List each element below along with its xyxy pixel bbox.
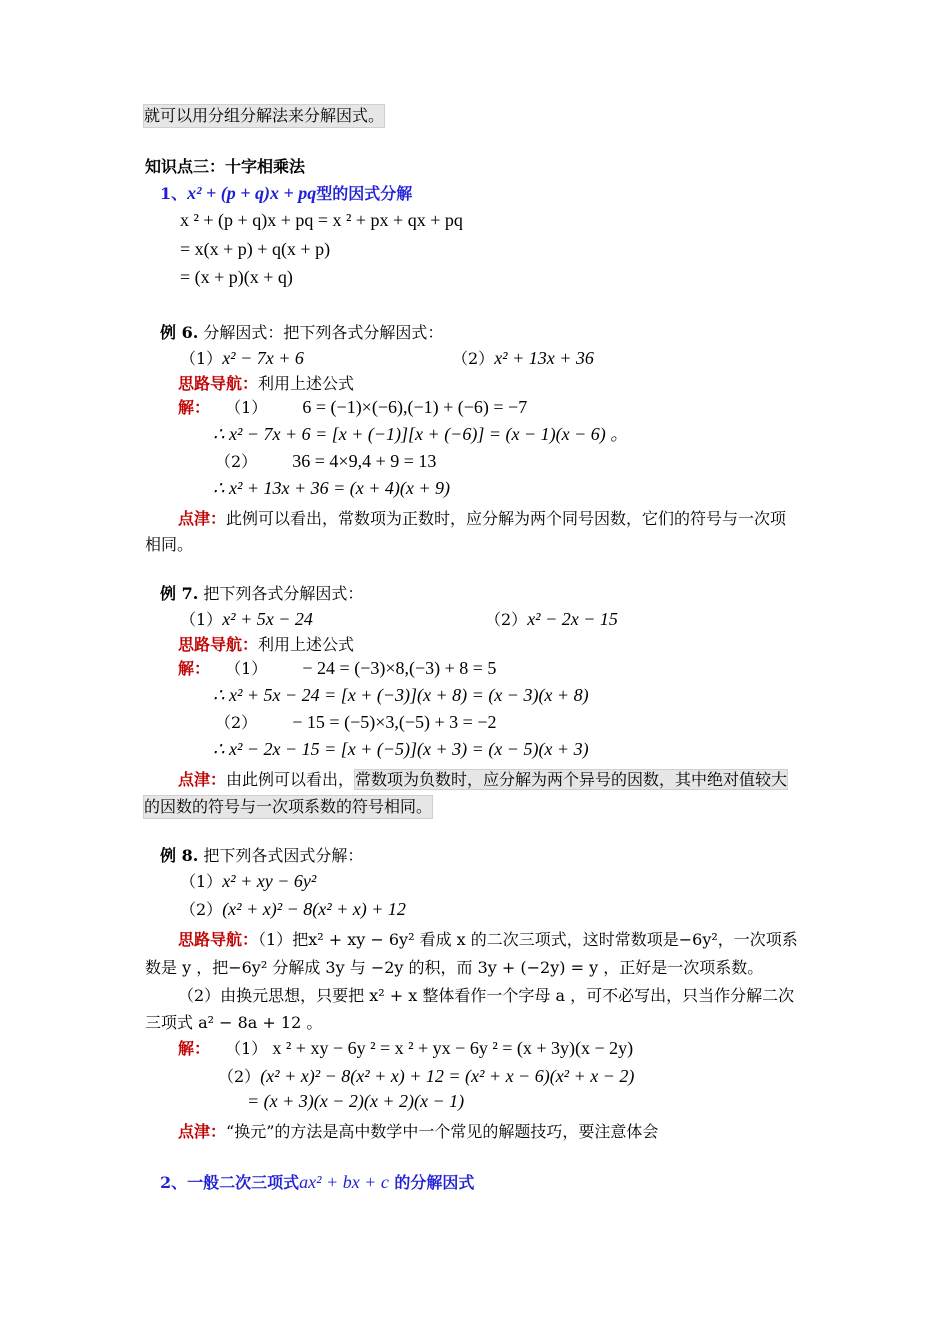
hint-label: 思路导航： [178, 374, 259, 393]
subheading-2-number: 2、 [160, 1173, 188, 1192]
example-8-solution-1 [178, 1037, 633, 1060]
solution-number: （2） [218, 1067, 261, 1086]
subheading-1-suffix: 型的因式分解 [316, 184, 413, 203]
hint-text: 利用上述公式 [258, 635, 355, 654]
example-7-solution-1b: ∴ x² + 5x − 24 = [x + (−3)](x + 8) = (x − 3)(x + 8) [213, 685, 589, 705]
question-expr: x² − 7x + 6 [222, 348, 304, 368]
example-6-solution-2b: ∴ x² + 13x + 36 = (x + 4)(x + 9) [213, 478, 451, 498]
question-number: （2） [485, 610, 528, 629]
question-number: （1） [180, 872, 223, 891]
example-7-hint [178, 634, 354, 656]
example-7-note [178, 769, 788, 791]
example-7-note-continued: 的因数的符号与一次项系数的符号相同。 [143, 795, 433, 819]
solution-expr: x ² + xy − 6y ² = x ² + yx − 6y ² = (x + 3y)(x − 2y) [272, 1038, 634, 1058]
example-8-label: 例 8. [160, 846, 199, 865]
example-6-hint [178, 373, 354, 395]
example-7-solution-2b: ∴ x² − 2x − 15 = [x + (−5)](x + 3) = (x − 5)(x + 3) [213, 739, 589, 759]
example-6-label: 例 6. [160, 323, 199, 342]
example-6-prompt: 分解因式：把下列各式分解因式： [203, 323, 444, 342]
question-expr: x² + 5x − 24 [222, 609, 313, 629]
example-8-hint [178, 929, 798, 951]
hint-label: 思路导航： [178, 930, 259, 949]
question-number: （2） [180, 900, 223, 919]
solution-expr: − 15 = (−5)×3,(−5) + 3 = −2 [292, 712, 497, 732]
derivation-line-2: = x(x + p) + q(x + p) [180, 239, 331, 259]
example-8-hint-line-2: 数是 y ，把−6y² 分解成 3y 与 −2y 的积，而 3y + (−2y) = y ，正好是一次项系数。 [145, 958, 764, 977]
derivation-line-3: = (x + p)(x + q) [180, 267, 293, 287]
example-7-question-1 [180, 608, 313, 631]
example-8-header [160, 845, 363, 867]
solution-number: （1） [225, 398, 268, 417]
subheading-2 [160, 1171, 474, 1194]
solution-number: （2） [215, 713, 258, 732]
example-8-note [178, 1121, 658, 1143]
derivation-line-1: x ² + (p + q)x + pq = x ² + px + qx + pq [180, 210, 463, 230]
solution-number: （1） [225, 1039, 268, 1058]
example-8-question-2 [180, 898, 406, 921]
example-8-hint-line-4: 三项式 a² − 8a + 12 。 [145, 1013, 323, 1032]
subheading-2-text: 一般二次三项式 [187, 1173, 300, 1192]
note-label: 点津： [178, 1122, 227, 1141]
example-6-question-2 [452, 347, 594, 370]
question-number: （1） [180, 610, 223, 629]
example-7-question-2 [485, 608, 618, 631]
note-text: 此例可以看出，常数项为正数时，应分解为两个同号因数，它们的符号与一次项 [226, 509, 787, 528]
question-number: （2） [452, 349, 495, 368]
solution-label: 解： [178, 398, 211, 417]
example-8-solution-2b: = (x + 3)(x − 2)(x + 2)(x − 1) [247, 1091, 465, 1111]
question-expr: (x² + x)² − 8(x² + x) + 12 [222, 899, 406, 919]
solution-expr: 36 = 4×9,4 + 9 = 13 [292, 451, 437, 471]
example-8-prompt: 把下列各式因式分解： [203, 846, 364, 865]
example-6-header [160, 322, 443, 344]
subheading-1-number: 1、 [160, 184, 188, 203]
example-6-question-1 [180, 347, 304, 370]
note-label: 点津： [178, 770, 227, 789]
example-6-note [178, 508, 786, 530]
hint-text: 利用上述公式 [258, 374, 355, 393]
example-7-prompt: 把下列各式分解因式： [203, 584, 364, 603]
solution-label: 解： [178, 659, 211, 678]
example-7-label: 例 7. [160, 584, 199, 603]
section-title: 知识点三：十字相乘法 [145, 157, 306, 176]
note-text: “换元”的方法是高中数学中一个常见的解题技巧，要注意体会 [226, 1122, 659, 1141]
example-8-question-1 [180, 870, 316, 893]
solution-expr: (x² + x)² − 8(x² + x) + 12 = (x² + x − 6)(x² + x − 2) [260, 1066, 635, 1086]
example-7-solution-2 [215, 711, 496, 734]
solution-number: （2） [215, 452, 258, 471]
hint-label: 思路导航： [178, 635, 259, 654]
example-7-solution-1 [178, 657, 496, 680]
subheading-2-suffix: 的分解因式 [394, 1173, 475, 1192]
example-8-solution-2 [218, 1065, 634, 1088]
example-6-solution-1 [178, 396, 527, 419]
example-6-solution-2 [215, 450, 436, 473]
subheading-1 [160, 182, 412, 205]
solution-expr: 6 = (−1)×(−6),(−1) + (−6) = −7 [302, 397, 528, 417]
example-7-header [160, 583, 363, 605]
example-6-solution-1b: ∴ x² − 7x + 6 = [x + (−1)][x + (−6)] = (x − 1)(x − 6) 。 [213, 424, 629, 444]
subheading-1-expr: x² + (p + q)x + pq [187, 183, 317, 203]
intro-text: 就可以用分组分解法来分解因式。 [143, 104, 385, 128]
question-expr: x² + xy − 6y² [222, 871, 317, 891]
example-8-hint-line-3: （2）由换元思想，只要把 x² + x 整体看作一个字母 a ，可不必写出，只当作分解二次 [178, 986, 795, 1005]
question-expr: x² − 2x − 15 [527, 609, 618, 629]
note-highlight: 常数项为负数时，应分解为两个异号的因数，其中绝对值较大 [355, 770, 788, 789]
solution-expr: − 24 = (−3)×8,(−3) + 8 = 5 [302, 658, 497, 678]
note-label: 点津： [178, 509, 227, 528]
solution-label: 解： [178, 1039, 211, 1058]
note-text: 由此例可以看出， [226, 770, 355, 789]
solution-number: （1） [225, 659, 268, 678]
question-number: （1） [180, 349, 223, 368]
subheading-2-expr: ax² + bx + c [299, 1172, 389, 1192]
hint-text: （1）把x² + xy − 6y² 看成 x 的二次三项式，这时常数项是−6y²，一次项系 [258, 930, 798, 949]
question-expr: x² + 13x + 36 [494, 348, 594, 368]
example-6-note-continued: 相同。 [145, 535, 194, 554]
